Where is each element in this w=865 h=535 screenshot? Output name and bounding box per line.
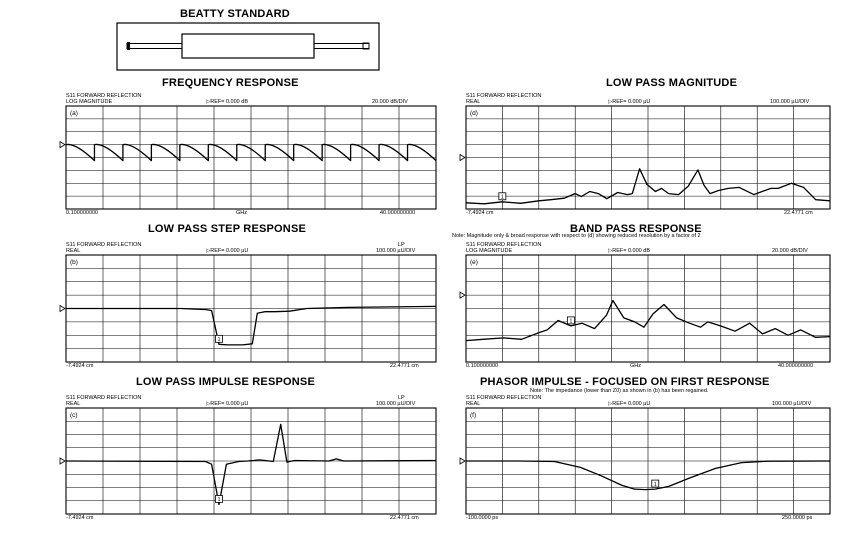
panel-b-format: REAL [66, 248, 81, 254]
panel-e-title: BAND PASS RESPONSE [570, 223, 702, 235]
panel-f-x-stop: 250.0000 ps [782, 515, 813, 521]
panel-d-ref: ▷REF= 0.000 µU [608, 99, 651, 105]
panel-e-label: (e) [470, 259, 478, 266]
panel-d-x-start: -7.4924 cm [466, 210, 494, 216]
panel-e-x-stop: 40.000000000 [778, 363, 814, 369]
panel-b-x-stop: 22.4771 cm [390, 363, 419, 369]
panel-f-title: PHASOR IMPULSE - FOCUSED ON FIRST RESPONSE [480, 376, 770, 388]
panel-d-scale: 100.000 µU/DIV [770, 99, 810, 105]
panel-e-annotation: Note: Magnitude only & broad response with respect to (d) showing reduced resolution by a factor of 2 [452, 233, 701, 239]
panel-c-format: REAL [66, 401, 81, 407]
panel-f-measurement: S11 FORWARD REFLECTION [466, 395, 542, 401]
panel-b-label: (b) [70, 259, 78, 266]
panel-f-ref-arrow-icon [460, 458, 465, 464]
panel-d-marker-label: 1 [500, 194, 504, 201]
panel-c-ref-arrow-icon [60, 458, 65, 464]
panel-c-lp: LP [398, 395, 405, 401]
panel-a-ref: ▷REF= 0.000 dB [206, 99, 248, 105]
panel-b-marker-label: 1 [217, 337, 221, 344]
panel-c-measurement: S11 FORWARD REFLECTION [66, 395, 142, 401]
panel-c-label: (c) [70, 412, 78, 419]
panel-a-x-unit: GHz [236, 210, 247, 216]
panel-e-ref: ▷REF= 0.000 dB [608, 248, 650, 254]
panel-d-format: REAL [466, 99, 481, 105]
panel-a-measurement: S11 FORWARD REFLECTION [66, 93, 142, 99]
panel-b-scale: 100.000 µU/DIV [376, 248, 416, 254]
panel-e-scale: 20.000 dB/DIV [772, 248, 808, 254]
panel-a-label: (a) [70, 110, 78, 117]
panel-a-x-start: 0.100000000 [66, 210, 99, 216]
page-title: BEATTY STANDARD [180, 8, 290, 20]
panel-f-ref: ▷REF= 0.000 µU [608, 401, 651, 407]
panel-c-ref: ▷REF= 0.000 µU [206, 401, 249, 407]
panel-b-title: LOW PASS STEP RESPONSE [148, 223, 307, 235]
panel-c-scale: 100.000 µU/DIV [376, 401, 416, 407]
panel-f-format: REAL [466, 401, 481, 407]
panel-f-marker-label: 1 [653, 481, 657, 488]
panel-d-title: LOW PASS MAGNITUDE [606, 77, 738, 89]
panel-e-x-start: 0.100000000 [466, 363, 499, 369]
panel-b-measurement: S11 FORWARD REFLECTION [66, 242, 142, 248]
panel-b-x-start: -7.4924 cm [66, 363, 94, 369]
panel-f-x-start: -100.0000 ps [466, 515, 499, 521]
panel-e-marker-label: 1 [569, 318, 573, 325]
panel-a-title: FREQUENCY RESPONSE [162, 77, 299, 89]
panel-c-marker-label: 1 [217, 497, 221, 504]
panel-f-annotation: Note: The impedance (lower than Z0) as shown in (b) has been regained. [530, 388, 709, 394]
panel-e-ref-arrow-icon [460, 292, 465, 298]
panel-c-title: LOW PASS IMPULSE RESPONSE [136, 376, 315, 388]
panel-b-ref: ▷REF= 0.000 µU [206, 248, 249, 254]
panel-e-format: LOG MAGNITUDE [466, 248, 513, 254]
panel-d-ref-arrow-icon [460, 155, 465, 161]
panel-a-x-stop: 40.000000000 [380, 210, 416, 216]
panel-d-x-stop: 22.4771 cm [784, 210, 813, 216]
panel-f-scale: 100.000 µU/DIV [772, 401, 812, 407]
panel-e-measurement: S11 FORWARD REFLECTION [466, 242, 542, 248]
panel-f-label: (f) [470, 412, 477, 419]
panel-e-x-unit: GHz [630, 363, 641, 369]
panel-b-ref-arrow-icon [60, 306, 65, 312]
panel-a-format: LOG MAGNITUDE [66, 99, 113, 105]
panel-c-x-stop: 22.4771 cm [390, 515, 419, 521]
panel-b-lp: LP [398, 242, 405, 248]
panel-d-measurement: S11 FORWARD REFLECTION [466, 93, 542, 99]
panel-a-scale: 20.000 dB/DIV [372, 99, 408, 105]
panel-d-label: (d) [470, 110, 478, 117]
panel-a-ref-arrow-icon [60, 142, 65, 148]
panel-c-x-start: -7.4924 cm [66, 515, 94, 521]
